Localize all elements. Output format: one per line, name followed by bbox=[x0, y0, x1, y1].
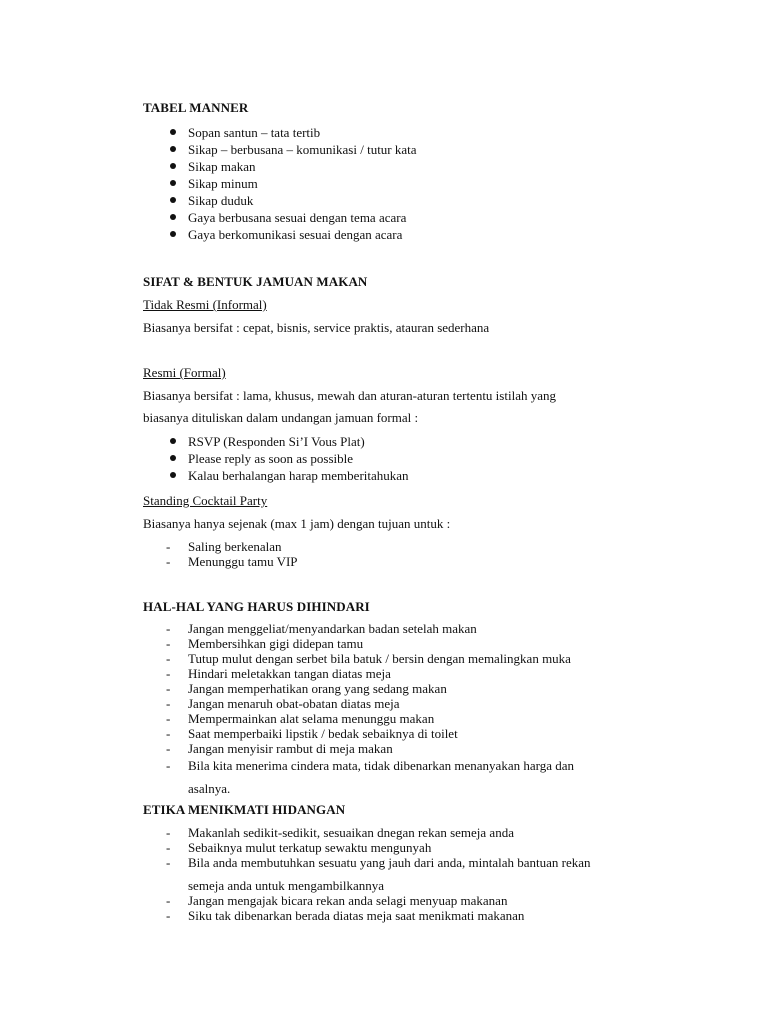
bullet-icon bbox=[170, 129, 176, 135]
list-item: Jangan menaruh obat-obatan diatas meja bbox=[188, 696, 400, 711]
heading-hindari: HAL-HAL YANG HARUS DIHINDARI bbox=[143, 599, 370, 614]
dash-marker: - bbox=[166, 636, 171, 651]
dash-marker: - bbox=[166, 621, 171, 636]
subheading-informal: Tidak Resmi (Informal) bbox=[143, 297, 267, 312]
list-item-continuation: semeja anda untuk mengambilkannya bbox=[188, 878, 385, 893]
list-item: Siku tak dibenarkan berada diatas meja saat menikmati makanan bbox=[188, 908, 525, 923]
list-item: Jangan menyisir rambut di meja makan bbox=[188, 741, 393, 756]
dash-marker: - bbox=[166, 666, 171, 681]
list-item: Bila kita menerima cindera mata, tidak dibenarkan menanyakan harga dan bbox=[188, 758, 574, 773]
dash-marker: - bbox=[166, 840, 171, 855]
list-item: Jangan menggeliat/menyandarkan badan setelah makan bbox=[188, 621, 477, 636]
informal-text: Biasanya bersifat : cepat, bisnis, service praktis, atauran sederhana bbox=[143, 320, 490, 335]
list-item: Sikap duduk bbox=[188, 193, 254, 208]
dash-marker: - bbox=[166, 726, 171, 741]
cocktail-text: Biasanya hanya sejenak (max 1 jam) dengan tujuan untuk : bbox=[143, 516, 451, 531]
dash-marker: - bbox=[166, 855, 171, 870]
bullet-icon bbox=[170, 146, 176, 152]
subheading-cocktail: Standing Cocktail Party bbox=[143, 493, 268, 508]
list-item: Sebaiknya mulut terkatup sewaktu mengunyah bbox=[188, 840, 432, 855]
bullet-icon bbox=[170, 197, 176, 203]
bullet-icon bbox=[170, 180, 176, 186]
dash-marker: - bbox=[166, 696, 171, 711]
list-item: Hindari meletakkan tangan diatas meja bbox=[188, 666, 391, 681]
bullet-icon bbox=[170, 163, 176, 169]
heading-sifat-bentuk: SIFAT & BENTUK JAMUAN MAKAN bbox=[143, 274, 368, 289]
list-item: RSVP (Responden Si’I Vous Plat) bbox=[188, 434, 365, 449]
list-item-continuation: asalnya. bbox=[188, 781, 231, 796]
bullet-icon bbox=[170, 214, 176, 220]
list-item: Mempermainkan alat selama menunggu makan bbox=[188, 711, 435, 726]
list-item: Gaya berbusana sesuai dengan tema acara bbox=[188, 210, 407, 225]
heading-etika: ETIKA MENIKMATI HIDANGAN bbox=[143, 802, 346, 817]
list-item: Sikap minum bbox=[188, 176, 258, 191]
dash-marker: - bbox=[166, 825, 171, 840]
dash-marker: - bbox=[166, 554, 171, 569]
formal-text-line1: Biasanya bersifat : lama, khusus, mewah dan aturan-aturan tertentu istilah yang bbox=[143, 388, 556, 403]
dash-marker: - bbox=[166, 681, 171, 696]
list-item: Kalau berhalangan harap memberitahukan bbox=[188, 468, 409, 483]
list-item: Menunggu tamu VIP bbox=[188, 554, 298, 569]
list-item: Sikap – berbusana – komunikasi / tutur kata bbox=[188, 142, 417, 157]
list-item: Jangan mengajak bicara rekan anda selagi menyuap makanan bbox=[188, 893, 508, 908]
list-item: Please reply as soon as possible bbox=[188, 451, 354, 466]
list-item: Gaya berkomunikasi sesuai dengan acara bbox=[188, 227, 403, 242]
dash-marker: - bbox=[166, 711, 171, 726]
list-item: Jangan memperhatikan orang yang sedang makan bbox=[188, 681, 447, 696]
list-item: Makanlah sedikit-sedikit, sesuaikan dnegan rekan semeja anda bbox=[188, 825, 514, 840]
dash-marker: - bbox=[166, 758, 171, 773]
bullet-icon bbox=[170, 455, 176, 461]
dash-marker: - bbox=[166, 908, 171, 923]
bullet-icon bbox=[170, 438, 176, 444]
dash-marker: - bbox=[166, 539, 171, 554]
subheading-formal: Resmi (Formal) bbox=[143, 365, 226, 380]
dash-marker: - bbox=[166, 893, 171, 908]
list-item: Saat memperbaiki lipstik / bedak sebaiknya di toilet bbox=[188, 726, 458, 741]
list-item: Saling berkenalan bbox=[188, 539, 282, 554]
list-item: Sikap makan bbox=[188, 159, 256, 174]
bullet-icon bbox=[170, 472, 176, 478]
list-item: Bila anda membutuhkan sesuatu yang jauh dari anda, mintalah bantuan rekan bbox=[188, 855, 591, 870]
list-item: Sopan santun – tata tertib bbox=[188, 125, 321, 140]
list-item: Tutup mulut dengan serbet bila batuk / bersin dengan memalingkan muka bbox=[188, 651, 571, 666]
dash-marker: - bbox=[166, 651, 171, 666]
list-item: Membersihkan gigi didepan tamu bbox=[188, 636, 364, 651]
formal-text-line2: biasanya dituliskan dalam undangan jamuan formal : bbox=[143, 410, 419, 425]
bullet-icon bbox=[170, 231, 176, 237]
heading-tabel-manner: TABEL MANNER bbox=[143, 100, 249, 115]
dash-marker: - bbox=[166, 741, 171, 756]
